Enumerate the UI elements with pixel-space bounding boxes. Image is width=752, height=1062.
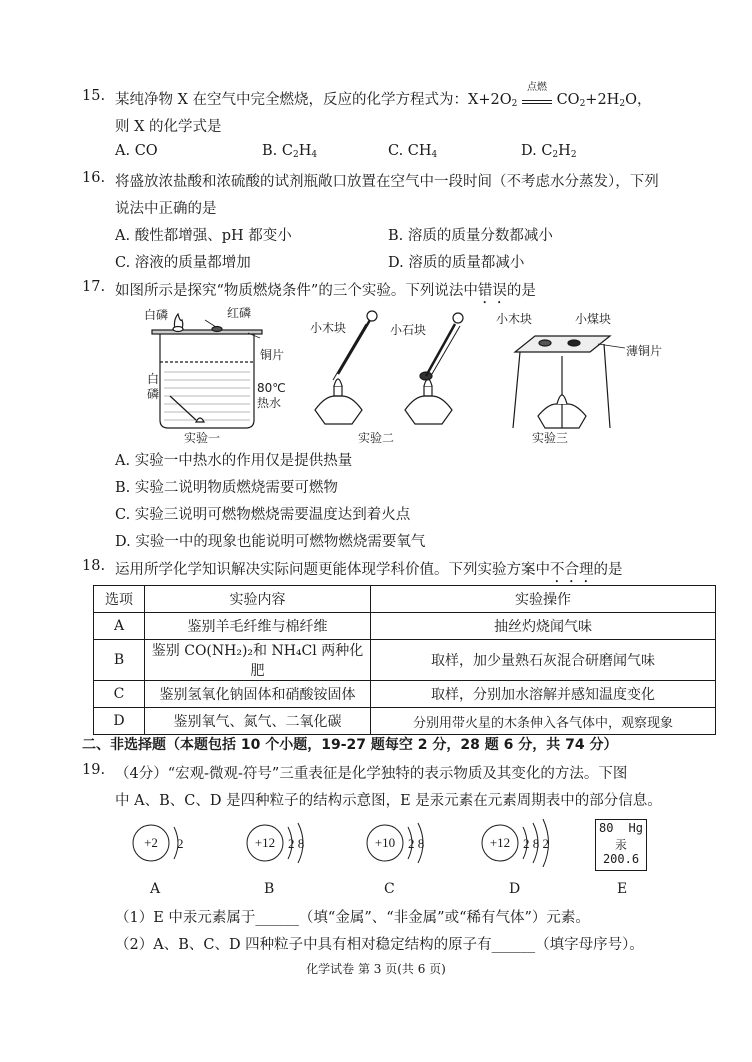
header-operation: 实验操作 <box>371 586 716 613</box>
experiment-1-apparatus <box>152 314 262 428</box>
section-2-title: 二、非选择题（本题包括 10 个小题，19-27 题每空 2 分，28 题 6 分，共 74 分） <box>82 737 618 753</box>
q15-stem-text: 某纯净物 X 在空气中完全燃烧，反应的化学方程式为：X+2O <box>115 92 512 108</box>
atom-b-shells: 2 8 <box>288 836 305 851</box>
atomic-structure-diagrams <box>110 815 590 875</box>
label-red-phosphorus: 红磷 <box>227 306 252 320</box>
q16-option-b[interactable]: B. 溶质的质量分数都减小 <box>388 228 553 244</box>
table-header-row <box>94 586 716 613</box>
q16-option-d[interactable]: D. 溶质的质量都减小 <box>388 255 525 271</box>
reaction-condition <box>522 82 552 104</box>
row-content: 鉴别氧气、氮气、二氧化碳 <box>145 708 371 735</box>
row-option: D <box>94 708 145 735</box>
label-white-phosphorus-top: 白磷 <box>144 308 169 322</box>
combustion-experiments-diagram <box>120 300 680 448</box>
row-content: 鉴别 CO(NH₂)₂和 NH₄Cl 两种化肥 <box>145 640 371 681</box>
atom-d-nucleus: +12 <box>489 835 511 850</box>
header-content: 实验内容 <box>145 586 371 613</box>
label-experiment-1: 实验一 <box>184 431 221 445</box>
experiment-table <box>93 585 716 735</box>
product-2-end: O， <box>625 92 652 108</box>
q15-option-c[interactable]: C. $CH_4$ <box>388 143 438 160</box>
q16-line2: 说法中正确的是 <box>115 201 217 217</box>
q15-option-d[interactable]: D. $C_2H_2$ <box>521 143 577 160</box>
experiment-3-apparatus <box>513 336 625 428</box>
label-experiment-3: 实验三 <box>532 431 569 445</box>
q16-number: 16. <box>82 170 106 186</box>
label-atom-a: A <box>150 881 161 897</box>
label-coal-block: 小煤块 <box>575 312 612 326</box>
element-name: 汞 <box>614 838 627 852</box>
row-content: 鉴别氢氧化钠固体和硝酸铵固体 <box>145 681 371 708</box>
label-element-e: E <box>617 881 628 897</box>
row-option: A <box>94 613 145 640</box>
row-operation: 取样，加少量熟石灰混合研磨闻气味 <box>371 640 716 681</box>
q19-subquestion-2: （2）A、B、C、D 四种粒子中具有相对稳定结构的原子有______（填字母序号）。 <box>115 937 644 953</box>
q15-line2: 则 X 的化学式是 <box>115 119 222 135</box>
q17-option-d[interactable]: D. 实验一中的现象也能说明可燃物燃烧需要氧气 <box>115 534 426 550</box>
table-row <box>94 613 716 640</box>
table-row <box>94 640 716 681</box>
product-2: +2H <box>585 92 620 108</box>
row-operation: 抽丝灼烧闻气味 <box>371 613 716 640</box>
label-experiment-2: 实验二 <box>358 431 395 445</box>
row-option: C <box>94 681 145 708</box>
label-thin-copper: 薄铜片 <box>626 344 663 358</box>
q19-number: 19. <box>82 762 106 778</box>
alcohol-lamp-2 <box>405 396 452 424</box>
beaker <box>160 334 254 428</box>
row-option: B <box>94 640 145 681</box>
product-1-sub: 2 <box>579 99 586 109</box>
product-2-sub: 2 <box>619 99 626 109</box>
label-wood-block: 小木块 <box>310 321 347 335</box>
q19-subquestion-1: （1）E 中汞元素属于______（填“金属”、“非金属”或“稀有气体”）元素。 <box>115 910 590 926</box>
q17-stem: 如图所示是探究“物质燃烧条件”的三个实验。下列说法中错误的是 <box>115 283 536 299</box>
q16-line1: 将盛放浓盐酸和浓硫酸的试剂瓶敞口放置在空气中一段时间（不考虑水分蒸发），下列 <box>115 174 659 190</box>
element-card-mercury <box>595 819 647 871</box>
alcohol-lamp-1 <box>315 396 362 424</box>
q17-option-c[interactable]: C. 实验三说明可燃物燃烧需要温度达到着火点 <box>115 507 411 523</box>
copper-plate <box>152 330 262 334</box>
row-content: 鉴别羊毛纤维与棉纤维 <box>145 613 371 640</box>
emphasis-text: 错误 <box>477 283 507 299</box>
q15-option-a[interactable]: A. CO <box>115 143 158 159</box>
q15-number: 15. <box>82 88 106 104</box>
q16-option-c[interactable]: C. 溶液的质量都增加 <box>115 255 251 271</box>
label-stone-block: 小石块 <box>390 323 427 337</box>
atom-c-shells: 2 8 <box>408 836 425 851</box>
q19-line2: 中 A、B、C、D 是四种粒子的结构示意图，E 是汞元素在元素周期表中的部分信息。 <box>115 793 662 809</box>
q15-option-b[interactable]: B. $C_2H_4$ <box>262 143 318 160</box>
label-white-phosphorus-bottom-2: 磷 <box>147 387 160 401</box>
table-row <box>94 708 716 735</box>
atom-a-nucleus: +2 <box>144 835 158 850</box>
q19-line1: （4分）“宏观-微观-符号”三重表征是化学独特的表示物质及其变化的方法。下图 <box>115 766 628 782</box>
element-number: 80 <box>599 821 614 835</box>
q16-option-a[interactable]: A. 酸性都增强、pH 都变小 <box>115 228 292 244</box>
q15-sub: 2 <box>511 99 518 109</box>
q18-number: 18. <box>82 558 106 574</box>
page-footer: 化学试卷 第 3 页(共 6 页) <box>306 962 446 976</box>
label-atom-d: D <box>509 881 521 897</box>
row-operation: 取样，分别加水溶解并感知温度变化 <box>371 681 716 708</box>
atom-d-shells: 2 8 2 <box>523 836 549 851</box>
condition-text: 点燃 <box>526 82 547 93</box>
table-row <box>94 681 716 708</box>
atom-a-shells: 2 <box>177 836 184 851</box>
product-1: CO <box>556 92 580 108</box>
q17-number: 17. <box>82 279 106 295</box>
label-atom-c: C <box>384 881 395 897</box>
element-symbol: Hg <box>628 821 643 835</box>
label-wood-block-3: 小木块 <box>496 312 533 326</box>
atom-b-nucleus: +12 <box>254 835 276 850</box>
label-atom-b: B <box>264 881 275 897</box>
element-mass: 200.6 <box>602 852 640 866</box>
q17-option-b[interactable]: B. 实验二说明物质燃烧需要可燃物 <box>115 480 338 496</box>
q15-stem <box>115 82 652 109</box>
label-copper-plate: 铜片 <box>260 348 285 362</box>
q17-option-a[interactable]: A. 实验一中热水的作用仅是提供热量 <box>115 453 353 469</box>
header-option: 选项 <box>94 586 145 613</box>
label-white-phosphorus-bottom-1: 白 <box>147 372 160 386</box>
row-operation: 分别用带火星的木条伸入各气体中，观察现象 <box>371 708 716 735</box>
atom-c-nucleus: +10 <box>374 835 396 850</box>
q18-stem: 运用所学化学知识解决实际问题更能体现学科价值。下列实验方案中不合理的是 <box>115 562 623 578</box>
emphasis-text: 不合理 <box>550 562 594 578</box>
label-hot-water-temp: 80℃ <box>257 381 286 395</box>
label-hot-water: 热水 <box>257 396 282 410</box>
